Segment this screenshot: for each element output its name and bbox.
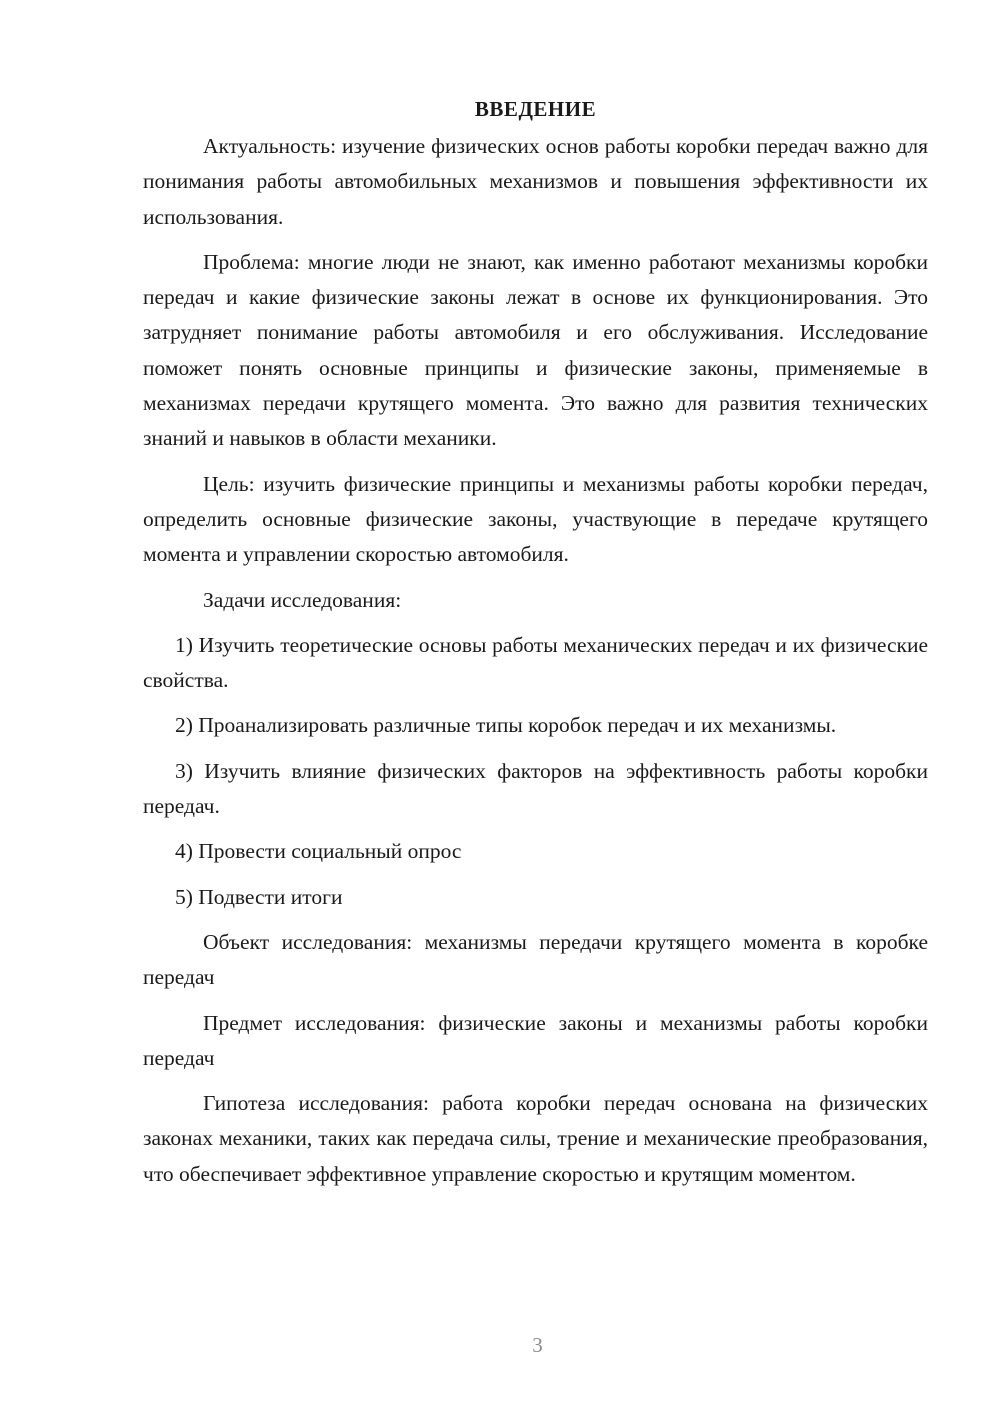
task-item-2: 2) Проанализировать различные типы коробок передач и их механизмы. bbox=[175, 713, 837, 738]
paragraph-problem: Проблема: многие люди не знают, как именно работают механизмы коробки передач и какие физические законы лежат в основе их функционирования. Это затрудняет понимание работы автомобиля и его обслуживания. Исследование поможет понять основные принципы и физические законы, применяемые в механизмах передачи крутящего момента. Это важно для развития технических знаний и навыков в области механики. bbox=[143, 249, 928, 451]
paragraph-hypothesis: Гипотеза исследования: работа коробки передач основана на физических законах механики, таких как передача силы, трение и механические преобразования, что обеспечивает эффективное управление скоростью и крутящим моментом. bbox=[143, 1091, 928, 1186]
task-item-1: 1) Изучить теоретические основы работы механических передач и их физические свойства. bbox=[143, 632, 928, 693]
page-number: 3 bbox=[532, 1333, 543, 1357]
paragraph-object: Объект исследования: механизмы передачи крутящего момента в коробке передач bbox=[143, 929, 928, 990]
tasks-heading: Задачи исследования: bbox=[203, 587, 402, 612]
task-item-4: 4) Провести социальный опрос bbox=[175, 839, 462, 864]
paragraph-subject: Предмет исследования: физические законы и механизмы работы коробки передач bbox=[143, 1010, 928, 1070]
task-item-5: 5) Подвести итоги bbox=[175, 884, 343, 909]
document-page bbox=[143, 92, 928, 1202]
section-title: ВВЕДЕНИЕ bbox=[474, 97, 597, 121]
paragraph-goal: Цель: изучить физические принципы и механизмы работы коробки передач, определить основные физические законы, участвующие в передаче крутящего момента и управлении скоростью автомобиля. bbox=[143, 471, 928, 567]
paragraph-relevance: Актуальность: изучение физических основ работы коробки передач важно для понимания работы автомобильных механизмов и повышения эффективности их использования. bbox=[143, 134, 928, 229]
task-item-3: 3) Изучить влияние физических факторов на эффективность работы коробки передач. bbox=[143, 758, 928, 819]
